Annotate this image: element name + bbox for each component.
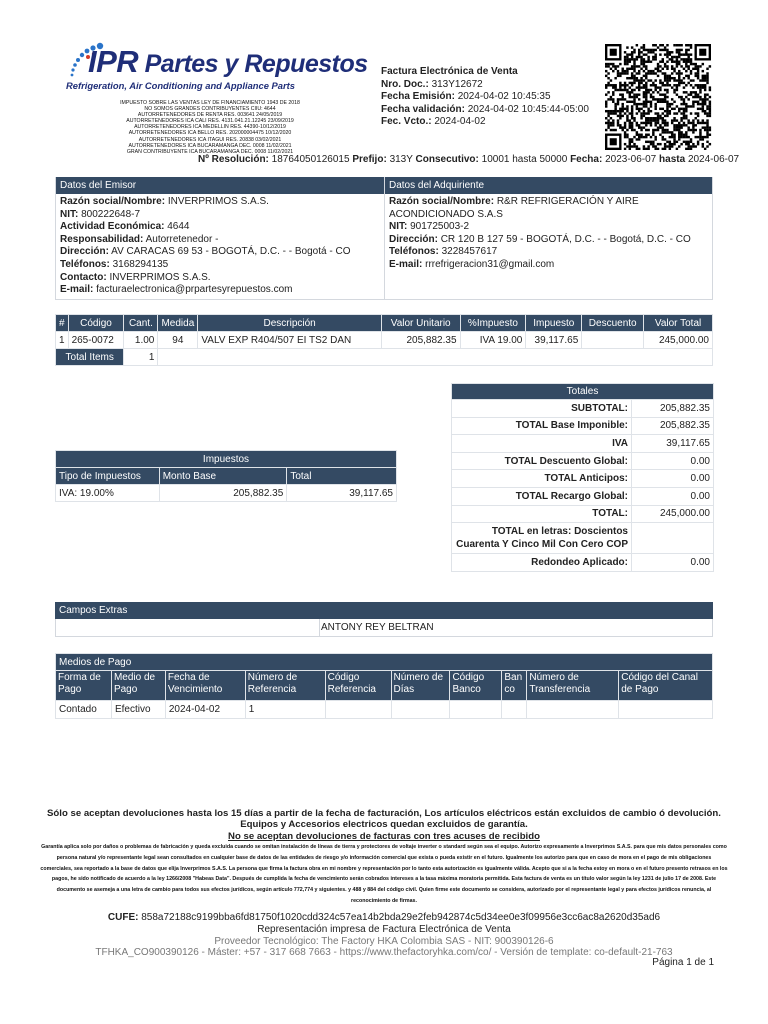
col-impuesto: Impuesto — [526, 315, 582, 332]
pago-codigo-banco — [450, 701, 502, 719]
emisor-telefonos-label: Teléfonos: — [60, 258, 110, 270]
medios-pago-header: Medios de Pago — [56, 654, 713, 671]
item-descripcion: VALV EXP R404/507 EI TS2 DAN — [198, 332, 382, 349]
garantia-text: Garantía aplica solo por daños o problemas de fabricación y queda excluida cuando se omitan instalación de líneas de tierra y protectores de voltaje inverter o standard según sea el equipo. Autorizo expresamente a Inverprimos S.A.S. para que mis datos personales como persona natural y/o representante legal sean consultados en cualquier base de datos de las entidades de riesgo y/o información comercial que exista o pueda existir en el futuro. Igualmente los autorizo para que en caso de mora en el pago de mis obligaciones comerciales, sea reportado a la base de datos que elija Inverprimos S.A.S. La persona que firma la factura obra en mi nombre y representación por lo tanto esta autorización es igualmente válida. Acepto que si a la fecha estoy en mora o en el futuro presento retrasos en los pagos, he sido notificado de acuerdo a la ley 1266/2008 "Habeas Data". Después de cumplida la fecha de vencimiento serán cobrados intereses a la tasa máxima moratoria permitida. Esta factura de venta es un título valor según la ley 1231 de julio 17 de 2008. Este documento se asemeja a una letra de cambio para todos sus efectos jurídicos, según artículo 772,774 y siguientes. y 488 y 884 del código civil. Quien firme este documento se considera, autorizado por el representante legal y para efectos jurídicos renuncia, al reconocimiento de firmas. — [40, 844, 728, 904]
totales-value: 205,882.35 — [632, 400, 714, 418]
adq-direccion-label: Dirección: — [389, 233, 438, 245]
pago-referencia: 1 — [245, 701, 325, 719]
legal-line: GRAN CONTRIBUYENTE ICA BUCARAMANGA DEC. 0008 11/02/2021 — [126, 148, 294, 155]
totales-value: 245,000.00 — [632, 505, 714, 523]
cufe-block — [40, 912, 728, 959]
col-total-impuesto: Total — [287, 468, 397, 485]
totales-label: SUBTOTAL: — [452, 400, 632, 418]
total-items-row — [56, 349, 713, 366]
item-descuento — [582, 332, 644, 349]
pago-canal — [619, 701, 713, 719]
col-descripcion: Descripción — [198, 315, 382, 332]
totales-row — [452, 523, 714, 554]
pago-forma: Contado — [56, 701, 112, 719]
adq-razon: R&R REFRIGERACIÓN Y AIRE ACONDICIONADO S.A.S — [389, 196, 639, 220]
total-items-filler — [158, 349, 713, 366]
table-row — [56, 701, 713, 719]
legal-line: IMPUESTO SOBRE LAS VENTAS LEY DE FINANCIAMIENTO 1943 DE 2018 — [120, 100, 300, 106]
brand-partes: Partes y Repuestos — [138, 50, 368, 78]
col-codigo-canal: Código del Canal de Pago — [619, 671, 713, 701]
total-items-value: 1 — [124, 349, 158, 366]
campos-extras-value: ANTONY REY BELTRAN — [321, 622, 434, 633]
col-descuento: Descuento — [582, 315, 644, 332]
emisor-box — [55, 177, 385, 300]
col-medio-pago: Medio de Pago — [111, 671, 165, 701]
legal-lines — [100, 100, 320, 155]
impuesto-total: 39,117.65 — [287, 485, 397, 502]
brand-name — [88, 44, 368, 80]
adq-telefonos-label: Teléfonos: — [389, 246, 439, 258]
pago-transferencia — [527, 701, 619, 719]
legal-line: AUTORRETENEDORES ICA CALI RES. 4131.041.21.12245 23/09/2019 — [126, 118, 294, 125]
totales-table — [451, 383, 714, 572]
company-logo — [64, 42, 368, 98]
legal-line: AUTORRETENEDORES DE RENTA RES. 003641 24/05/2019 — [137, 112, 283, 119]
item-num: 1 — [56, 332, 69, 349]
pago-codigo-ref — [325, 701, 391, 719]
col-numero-dias: Número de Días — [391, 671, 450, 701]
totales-row — [452, 452, 714, 470]
pago-banco — [502, 701, 527, 719]
totales-value — [632, 523, 714, 554]
emisor-responsabilidad: Autorretenedor - — [145, 233, 219, 245]
invoice-title: Factura Electrónica de Venta — [381, 66, 518, 77]
totales-row — [452, 400, 714, 418]
emisor-email-label: E-mail: — [60, 284, 94, 296]
emisor-actividad-label: Actividad Económica: — [60, 221, 165, 233]
col-num: # — [56, 315, 69, 332]
items-table — [55, 314, 713, 366]
invoice-header — [381, 66, 589, 129]
totales-label: TOTAL Recargo Global: — [452, 487, 632, 505]
item-cant: 1.00 — [124, 332, 158, 349]
item-impuesto: 39,117.65 — [526, 332, 582, 349]
legal-line: AUTORRETENEDORES ICA BELLO RES. 202000004475 10/12/2020 — [128, 130, 292, 137]
hasta-value: 2024-06-07 — [687, 154, 740, 165]
brand-ipr: IPR — [88, 44, 139, 79]
fecha-res-value: 2023-06-07 — [605, 154, 657, 165]
col-tipo-impuesto: Tipo de Impuestos — [56, 468, 160, 485]
emisor-direccion: AV CARACAS 69 53 - BOGOTÁ, D.C. - - Bogotá - CO — [111, 246, 351, 258]
brand-tagline: Refrigeration, Air Conditioning and Appliance Parts — [66, 80, 296, 91]
totales-label: Redondeo Aplicado: — [452, 554, 632, 572]
tfhka-text: TFHKA_CO900390126 - Máster: +57 - 317 668 7663 - https://www.thefactoryhka.com/co/ - Versión de template: co-default-21-763 — [95, 947, 673, 959]
fecha-emision-label: Fecha Emisión: — [381, 91, 455, 102]
fec-vcto-label: Fec. Vcto.: — [381, 116, 432, 127]
legal-line: NO SOMOS GRANDES CONTRIBUYENTES CIIU: 4644 — [144, 106, 276, 113]
item-valor-unitario: 205,882.35 — [381, 332, 460, 349]
col-monto-base: Monto Base — [159, 468, 287, 485]
table-row — [56, 485, 397, 502]
emisor-contacto-label: Contacto: — [60, 271, 107, 283]
emisor-responsabilidad-label: Responsabilidad: — [60, 233, 144, 245]
prefijo-label: Prefijo: — [352, 154, 387, 165]
col-numero-transferencia: Número de Transferencia — [527, 671, 619, 701]
table-row — [56, 332, 713, 349]
cufe-value: 858a72188c9199bba6fd81750f1020cdd324c57ea14b2bda29e2feb942874c5d34ee0e3f09956e3cc6ac8a2620d35ad6 — [141, 912, 661, 923]
returns-notice — [40, 808, 728, 842]
col-valor-total: Valor Total — [644, 315, 713, 332]
item-medida: 94 — [158, 332, 198, 349]
impuestos-table — [55, 450, 397, 502]
items-header-row — [56, 315, 713, 332]
representacion-text: Representación impresa de Factura Electrónica de Venta — [257, 923, 511, 935]
legal-line: AUTORRETENEDORES ICA ITAGUI RES. 20838 03/02/2021 — [138, 136, 282, 143]
totales-label: TOTAL Descuento Global: — [452, 452, 632, 470]
totales-value: 0.00 — [632, 470, 714, 488]
emisor-header: Datos del Emisor — [56, 177, 384, 194]
fecha-emision-value: 2024-04-02 10:45:35 — [457, 91, 551, 102]
adquiriente-header: Datos del Adquiriente — [385, 177, 712, 194]
emisor-contacto: INVERPRIMOS S.A.S. — [109, 271, 211, 283]
totales-label: TOTAL en letras: Doscientos Cuarenta Y Cinco Mil Con Cero COP — [452, 523, 632, 554]
totales-label: IVA — [452, 435, 632, 453]
fec-vcto-value: 2024-04-02 — [434, 116, 486, 127]
resolucion-value: 18764050126015 — [271, 154, 350, 165]
totales-value: 0.00 — [632, 487, 714, 505]
totales-row — [452, 487, 714, 505]
emisor-direccion-label: Dirección: — [60, 246, 109, 258]
totales-header: Totales — [452, 384, 714, 400]
notice-line-1: Sólo se aceptan devoluciones hasta los 15 días a partir de la fecha de facturación, Los artículos eléctricos están excluidos de cambio ó devolución. — [47, 808, 721, 819]
totales-row — [452, 505, 714, 523]
resolution-line — [198, 154, 740, 165]
prefijo-value: 313Y — [389, 154, 413, 165]
pago-dias — [391, 701, 450, 719]
fecha-res-label: Fecha: — [570, 154, 603, 165]
impuestos-header: Impuestos — [56, 451, 397, 468]
totales-row — [452, 470, 714, 488]
adq-nit-label: NIT: — [389, 221, 408, 233]
adq-direccion: CR 120 B 127 59 - BOGOTÁ, D.C. - - Bogotá, D.C. - CO — [440, 233, 691, 245]
nro-doc-value: 313Y12672 — [431, 78, 483, 90]
totales-label: TOTAL: — [452, 505, 632, 523]
col-numero-referencia: Número de Referencia — [245, 671, 325, 701]
impuesto-tipo: IVA: 19.00% — [56, 485, 160, 502]
totales-value: 39,117.65 — [632, 435, 714, 453]
fecha-validacion-value: 2024-04-02 10:45:44-05:00 — [467, 103, 589, 115]
totales-row — [452, 554, 714, 572]
adq-telefonos: 3228457617 — [441, 246, 498, 258]
emisor-actividad: 4644 — [167, 221, 190, 233]
adq-razon-label: Razón social/Nombre: — [389, 196, 495, 207]
adq-email-label: E-mail: — [389, 258, 423, 270]
page-number: Página 1 de 1 — [652, 957, 714, 968]
adq-email[interactable]: rrrefrigeracion31@gmail.com — [425, 258, 555, 270]
pago-fecha: 2024-04-02 — [165, 701, 245, 719]
legal-line: AUTORRETENEDORES ICA MEDELLIN RES. 44390-10/12/2019 — [134, 124, 286, 131]
total-items-label: Total Items — [56, 349, 124, 366]
hasta-label: hasta — [659, 154, 686, 165]
proveedor-text: Proveedor Tecnológico: The Factory HKA Colombia SAS - NIT: 900390126-6 — [214, 935, 554, 947]
col-valor-unitario: Valor Unitario — [381, 315, 460, 332]
totales-label: TOTAL Anticipos: — [452, 470, 632, 488]
totales-label: TOTAL Base Imponible: — [452, 417, 632, 435]
item-pct-impuesto: IVA 19.00 — [460, 332, 526, 349]
medios-pago-table — [55, 653, 713, 719]
col-codigo: Código — [68, 315, 124, 332]
col-codigo-referencia: Código Referencia — [325, 671, 391, 701]
qr-code-icon — [602, 44, 714, 150]
col-cant: Cant. — [124, 315, 158, 332]
col-medida: Medida — [158, 315, 198, 332]
totales-value: 0.00 — [632, 452, 714, 470]
campos-extras — [55, 602, 713, 637]
adq-nit: 901725003-2 — [410, 221, 470, 233]
col-fecha-vencimiento: Fecha de Vencimiento — [165, 671, 245, 701]
cufe-label: CUFE: — [107, 912, 139, 923]
consecutivo-value: 10001 hasta 50000 — [481, 154, 568, 165]
notice-line-2: Equipos y Accesorios electricos quedan excluidos de garantía. — [240, 819, 528, 831]
item-valor-total: 245,000.00 — [644, 332, 713, 349]
consecutivo-label: Consecutivo: — [415, 154, 479, 165]
totales-row — [452, 435, 714, 453]
col-pct-impuesto: %Impuesto — [460, 315, 526, 332]
impuesto-base: 205,882.35 — [159, 485, 287, 502]
emisor-razon: INVERPRIMOS S.A.S. — [167, 196, 269, 207]
emisor-email[interactable]: facturaelectronica@prpartesyrepuestos.com — [96, 284, 293, 296]
emisor-razon-label: Razón social/Nombre: — [60, 196, 166, 207]
col-forma-pago: Forma de Pago — [56, 671, 112, 701]
adquiriente-box — [384, 177, 713, 300]
totales-value: 205,882.35 — [632, 417, 714, 435]
emisor-nit: 800222648-7 — [81, 208, 141, 220]
notice-line-3: No se aceptan devoluciones de facturas con tres acuses de recibido — [228, 830, 540, 842]
emisor-telefonos: 3168294135 — [112, 258, 169, 270]
fecha-validacion-label: Fecha validación: — [381, 103, 465, 115]
legal-line: AUTORRETENEDORES ICA BUCARAMANGA DEC. 0008 11/02/2021 — [128, 142, 292, 149]
resolucion-label: Nº Resolución: — [198, 154, 269, 165]
col-banco: Ban co — [502, 671, 527, 701]
campos-extras-header: Campos Extras — [55, 602, 713, 619]
item-codigo: 265-0072 — [68, 332, 124, 349]
col-codigo-banco: Código Banco — [450, 671, 502, 701]
emisor-nit-label: NIT: — [60, 208, 79, 220]
totales-row — [452, 417, 714, 435]
pago-medio: Efectivo — [111, 701, 165, 719]
nro-doc-label: Nro. Doc.: — [381, 78, 429, 90]
campos-extras-empty — [56, 619, 320, 637]
totales-value: 0.00 — [632, 554, 714, 572]
